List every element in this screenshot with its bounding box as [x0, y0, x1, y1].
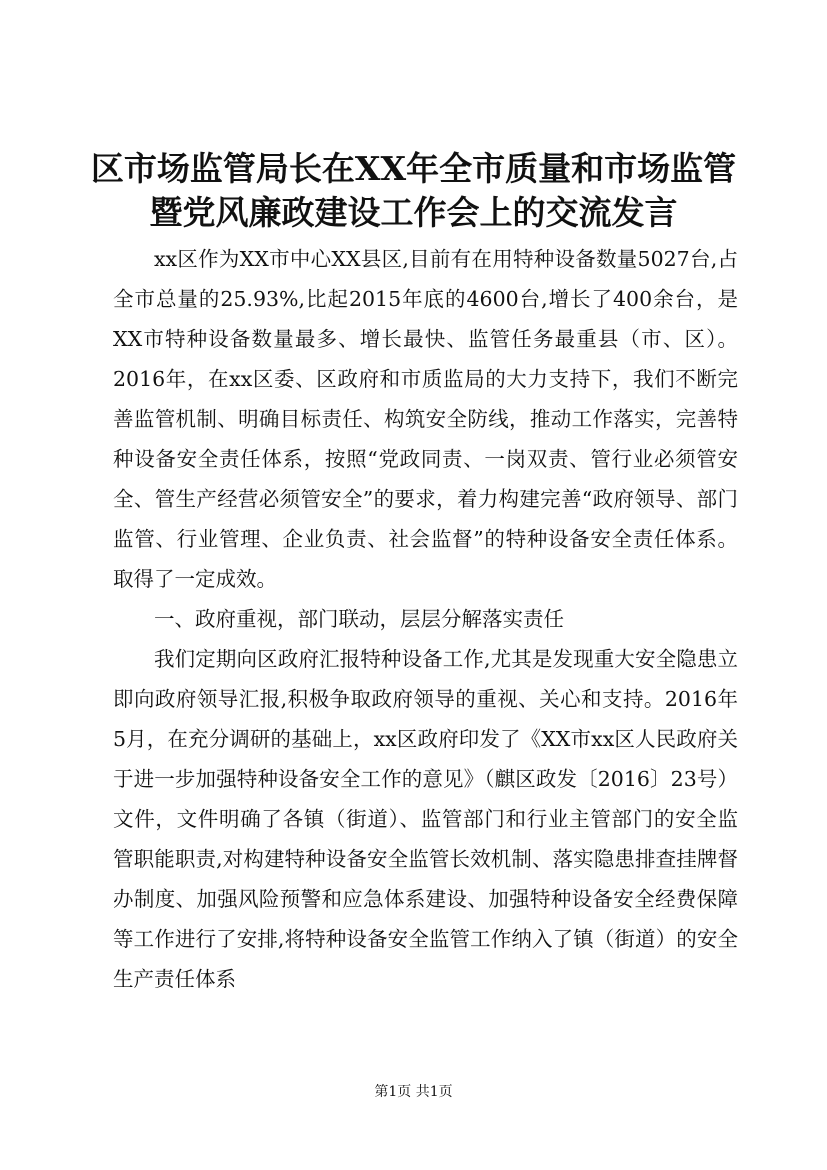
section-heading-1: 一、政府重视，部门联动，层层分解落实责任	[154, 607, 564, 631]
document-body	[113, 239, 738, 999]
document-title-line-2: 暨党风廉政建设工作会上的交流发言	[149, 193, 678, 232]
paragraph-section-1: 我们定期向区政府汇报特种设备工作,尤其是发现重大安全隐患立即向政府领导汇报,积极争取政府领导的重视、关心和支持。2016年5月，在充分调研的基础上，xx区政府印发了《XX市xx区人民政府关于进一步加强特种设备安全工作的意见》（麒区政发〔2016〕23号）文件，文件明确了各镇（街道）、监管部门和行业主管部门的安全监管职能职责,对构建特种设备安全监管长效机制、落实隐患排查挂牌督办制度、加强风险预警和应急体系建设、加强特种设备安全经费保障等工作进行了安排,将特种设备安全监管工作纳入了镇（街道）的安全生产责任体系	[113, 647, 738, 991]
page-footer: 第1页 共1页	[374, 1084, 453, 1100]
document-title-line-1: 区市场监管局长在XX年全市质量和市场监管	[90, 149, 737, 188]
paragraph-intro: xx区作为XX市中心XX县区,目前有在用特种设备数量5027台,占全市总量的25.93%,比起2015年底的4600台,增长了400余台，是XX市特种设备数量最多、增长最快、监管任务最重县（市、区）。2016年，在xx区委、区政府和市质监局的大力支持下，我们不断完善监管机制、明确目标责任、构筑安全防线，推动工作落实，完善特种设备安全责任体系，按照“党政同责、一岗双责、管行业必须管安全、管生产经营必须管安全”的要求，着力构建完善“政府领导、部门监管、行业管理、企业负责、社会监督”的特种设备安全责任体系。取得了一定成效。	[113, 247, 738, 591]
